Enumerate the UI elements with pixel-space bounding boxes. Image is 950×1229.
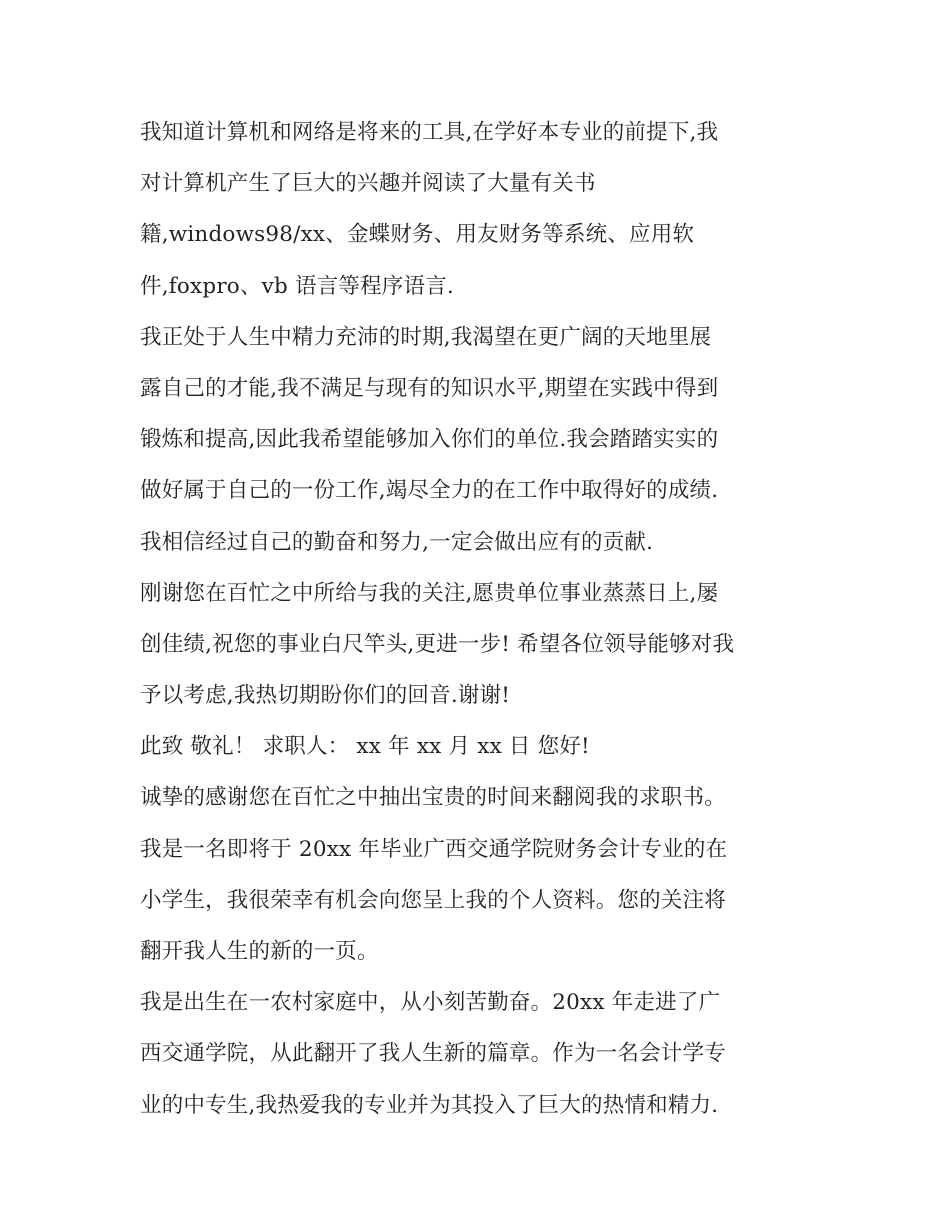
text-line: 刚谢您在百忙之中所给与我的关注,愿贵单位事业蒸蒸日上,屡 bbox=[140, 580, 719, 606]
text-line: 诚挚的感谢您在百忙之中抽出宝贵的时间来翻阅我的求职书。 bbox=[140, 785, 726, 811]
letter-body bbox=[140, 107, 830, 1131]
text-line: 我是出生在一农村家庭中，从小刻苦勤奋。20xx 年走进了广 bbox=[140, 990, 721, 1016]
text-line: 籍,windows98/xx、金蝶财务、用友财务等系统、应用软 bbox=[140, 222, 695, 248]
text-line: 我是一名即将于 20xx 年毕业广西交通学院财务会计专业的在 bbox=[140, 836, 728, 862]
text-line: 小学生，我很荣幸有机会向您呈上我的个人资料。您的关注将 bbox=[140, 887, 726, 913]
text-line: 我知道计算机和网络是将来的工具,在学好本专业的前提下,我 bbox=[140, 120, 719, 145]
text-line: 予以考虑,我热切期盼你们的回音.谢谢! bbox=[140, 683, 511, 709]
text-line: 创佳绩,祝您的事业白尺竿头,更进一步! 希望各位领导能够对我 bbox=[140, 631, 735, 657]
closing-line: 此致 敬礼！ 求职人： xx 年 xx 月 xx 日 您好! bbox=[140, 734, 590, 760]
text-line: 我相信经过自己的勤奋和努力,一定会做出应有的贡献. bbox=[140, 529, 654, 555]
text-line: 我正处于人生中精力充沛的时期,我渴望在更广阔的天地里展 bbox=[140, 324, 712, 350]
text-line: 做好属于自己的一份工作,竭尽全力的在工作中取得好的成绩. bbox=[140, 478, 719, 504]
text-line: 锻炼和提高,因此我希望能够加入你们的单位.我会踏踏实实的 bbox=[140, 427, 719, 453]
text-line: 翻开我人生的新的一页。 bbox=[140, 939, 379, 964]
text-line: 业的中专生,我热爱我的专业并为其投入了巨大的热情和精力. bbox=[140, 1092, 719, 1118]
text-line: 件,foxpro、vb 语言等程序语言. bbox=[140, 273, 454, 299]
text-line: 露自己的才能,我不满足与现有的知识水平,期望在实践中得到 bbox=[140, 375, 719, 401]
text-line: 对计算机产生了巨大的兴趣并阅读了大量有关书 bbox=[140, 171, 596, 197]
text-line: 西交通学院，从此翻开了我人生新的篇章。作为一名会计学专 bbox=[140, 1041, 726, 1067]
